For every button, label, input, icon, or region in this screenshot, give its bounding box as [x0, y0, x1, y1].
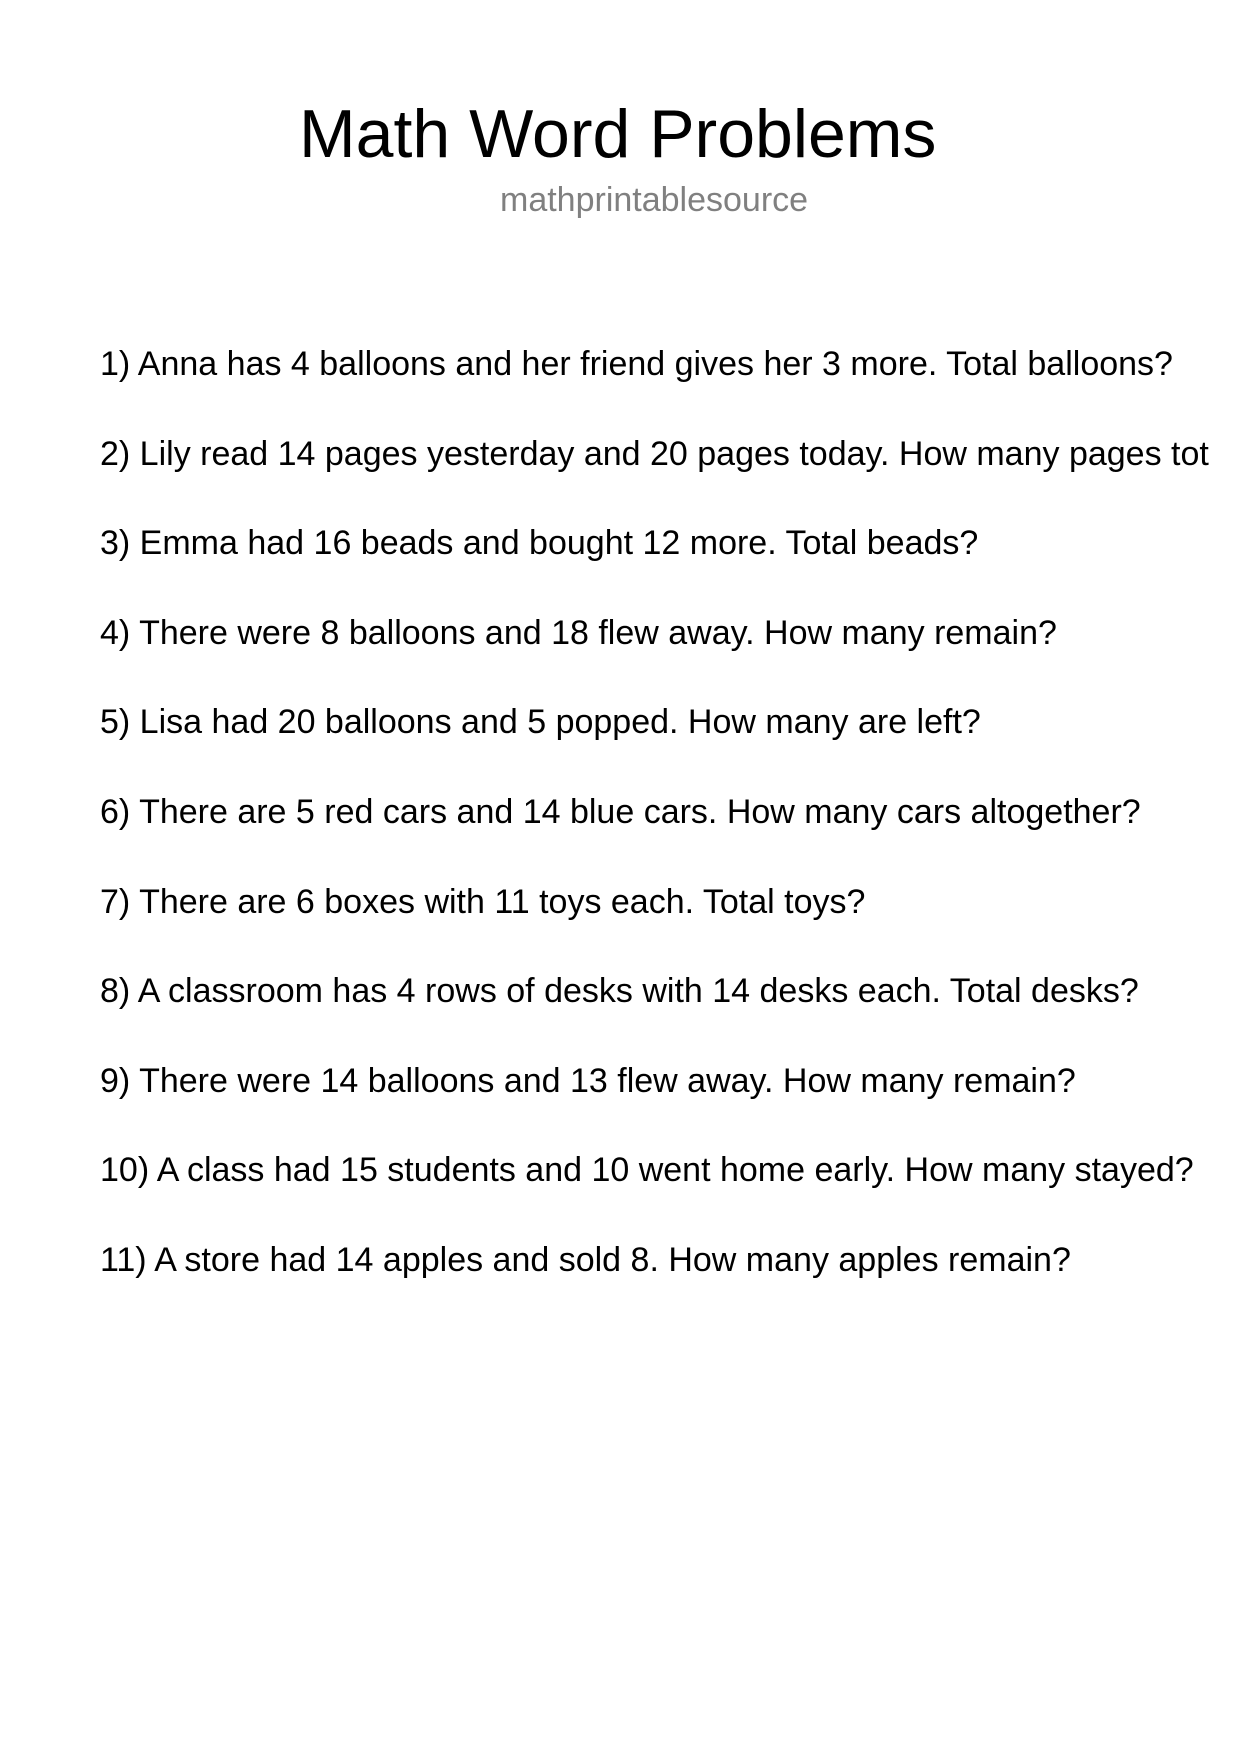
problem-list [100, 344, 1209, 1330]
problem-item-6: 6) There are 5 red cars and 14 blue cars. How many cars altogether? [100, 792, 1141, 831]
problem-item-8: 8) A classroom has 4 rows of desks with 14 desks each. Total desks? [100, 972, 1139, 1011]
page-title: Math Word Problems [299, 96, 937, 172]
problem-item-7: 7) There are 6 boxes with 11 toys each. Total toys? [100, 882, 866, 921]
problem-item-10: 10) A class had 15 students and 10 went home early. How many stayed? [100, 1151, 1194, 1190]
problem-item-5: 5) Lisa had 20 balloons and 5 popped. How many are left? [100, 703, 981, 742]
problem-item-2: 2) Lily read 14 pages yesterday and 20 pages today. How many pages tot [100, 434, 1209, 473]
problem-item-9: 9) There were 14 balloons and 13 flew away. How many remain? [100, 1061, 1076, 1100]
problem-item-3: 3) Emma had 16 beads and bought 12 more. Total beads? [100, 524, 979, 563]
problem-item-11: 11) A store had 14 apples and sold 8. How many apples remain? [100, 1240, 1071, 1279]
problem-item-1: 1) Anna has 4 balloons and her friend gives her 3 more. Total balloons? [100, 345, 1173, 383]
source-subtitle: mathprintablesource [500, 181, 809, 219]
problem-item-4: 4) There were 8 balloons and 18 flew away. How many remain? [100, 613, 1057, 652]
